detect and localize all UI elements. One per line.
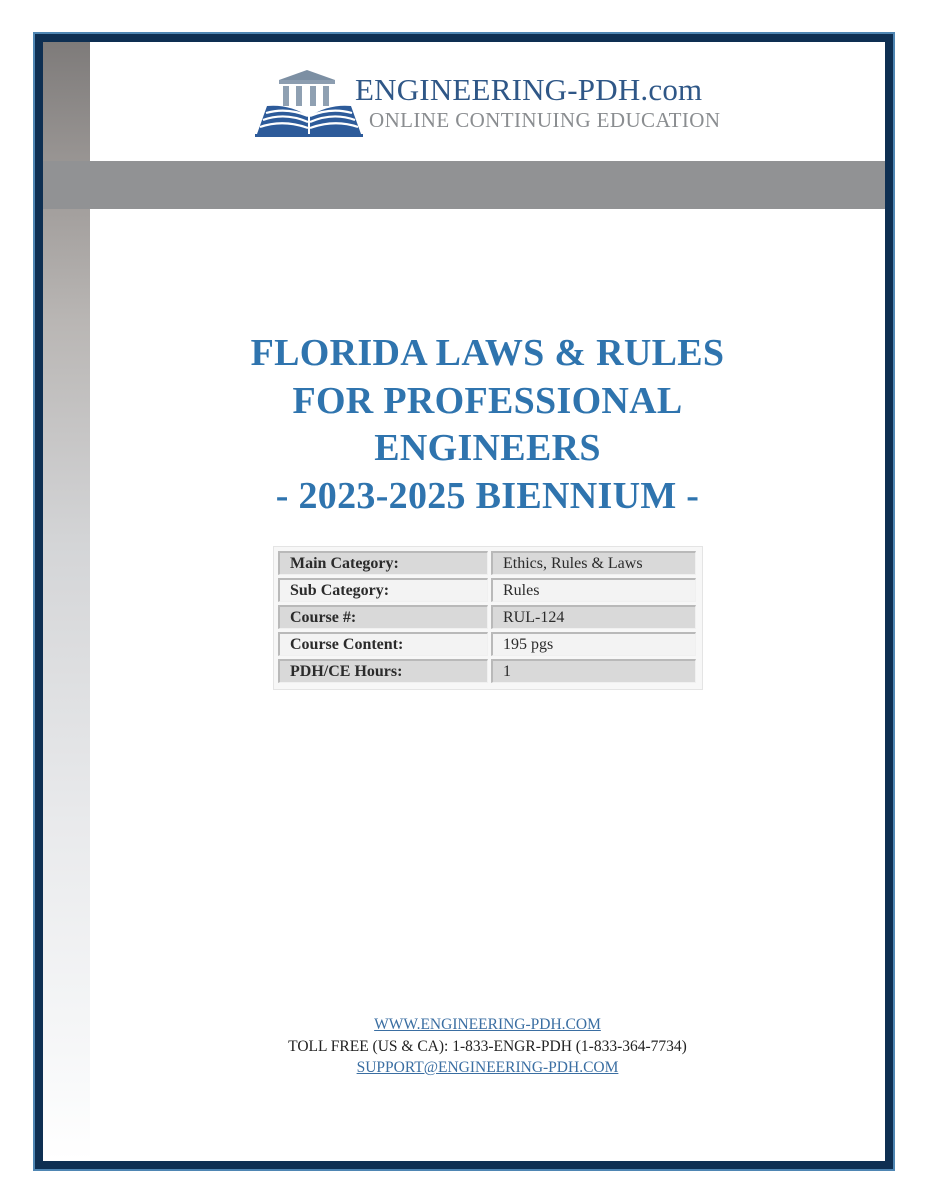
document-title <box>90 330 885 520</box>
title-line: ENGINEERS <box>374 427 601 469</box>
table-row <box>278 551 696 575</box>
row-value: RUL-124 <box>491 605 696 629</box>
table-row <box>278 632 696 656</box>
row-value: 1 <box>491 659 696 683</box>
row-label: Course Content: <box>278 632 488 656</box>
header-gray-band <box>43 161 885 209</box>
course-info-table <box>273 546 703 690</box>
toll-free-text: TOLL FREE (US & CA): 1-833-ENGR-PDH (1-833-364-7734) <box>288 1037 687 1055</box>
table-row <box>278 605 696 629</box>
row-label: PDH/CE Hours: <box>278 659 488 683</box>
logo-tagline: ONLINE CONTINUING EDUCATION <box>369 108 721 132</box>
logo-wordmark: ENGINEERING-PDH.com <box>355 72 703 107</box>
left-gradient-strip <box>43 42 90 1161</box>
row-label: Main Category: <box>278 551 488 575</box>
title-line: FLORIDA LAWS & RULES <box>250 332 725 374</box>
temple-on-open-book-icon <box>253 68 365 138</box>
support-email-link[interactable]: SUPPORT@ENGINEERING-PDH.COM <box>356 1059 619 1076</box>
table-row <box>278 659 696 683</box>
company-logo <box>253 68 723 140</box>
row-value: Rules <box>491 578 696 602</box>
row-value: 195 pgs <box>491 632 696 656</box>
title-line: - 2023-2025 BIENNIUM - <box>275 474 700 517</box>
title-line: FOR PROFESSIONAL <box>292 379 683 422</box>
website-link[interactable]: WWW.ENGINEERING-PDH.COM <box>374 1016 601 1033</box>
cover-page <box>43 42 885 1161</box>
table-row <box>278 578 696 602</box>
contact-footer <box>90 1014 885 1079</box>
row-label: Course #: <box>278 605 488 629</box>
row-value: Ethics, Rules & Laws <box>491 551 696 575</box>
row-label: Sub Category: <box>278 578 488 602</box>
